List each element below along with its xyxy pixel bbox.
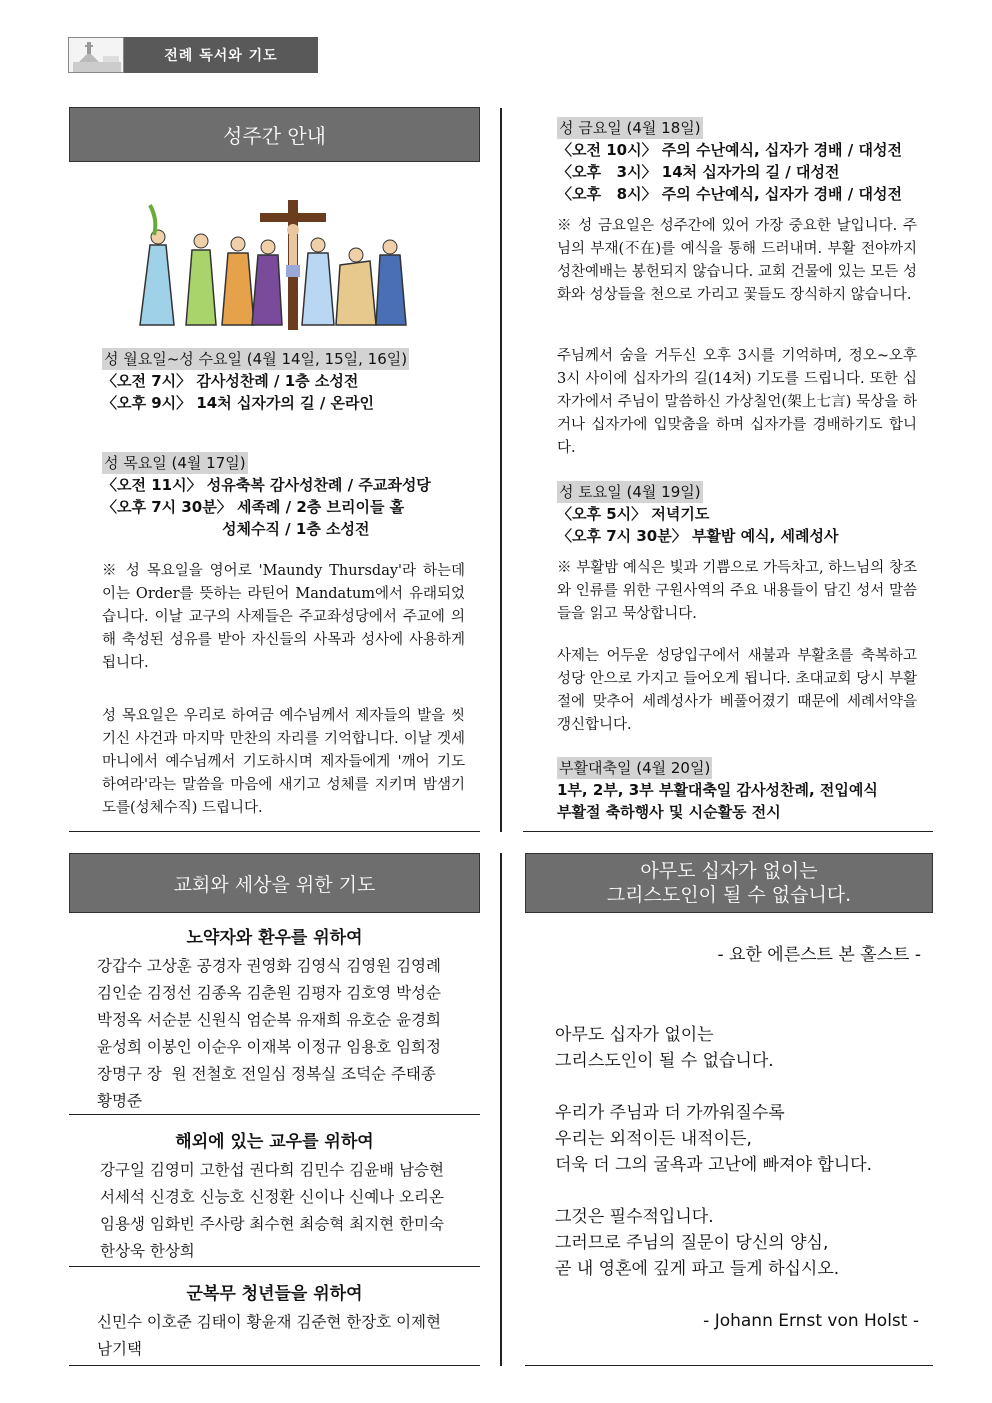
name-line: 김인순 김정선 김종옥 김춘원 김평자 김호영 박성순: [97, 984, 441, 1002]
divider: [525, 1365, 933, 1366]
name-line: 박정옥 서순분 신원식 엄순복 유재희 유호순 윤경희: [97, 1011, 441, 1029]
quote-title-line-1: 아무도 십자가 없이는: [640, 860, 818, 882]
holy-week-title: 성주간 안내: [69, 107, 480, 162]
friday-note-1: ※ 성 금요일은 성주간에 있어 가장 중요한 날입니다. 주님의 부재(不在)를 예식을 통해 드러내며. 부활 전야까지 성찬예배는 봉헌되지 않습니다. 교회 건물에 있는 모든 성화와 성상들을 천으로 가리고 꽃들도 장식하지 않습니다.: [557, 218, 917, 303]
quote-line: 아무도 십자가 없이는: [555, 1025, 714, 1045]
divider: [523, 831, 933, 832]
friday-date: 성 금요일 (4월 18일): [559, 119, 701, 137]
name-line: 장명구 장 원 전철호 전일심 정복실 조덕순 주태종: [97, 1065, 436, 1083]
easter-item-2: 부활절 축하행사 및 시순활동 전시: [557, 803, 781, 821]
thursday-note-2: 성 목요일은 우리로 하여금 예수님께서 제자들의 발을 씻기신 사건과 마지막 만찬의 자리를 기억합니다. 이날 겟세마니에서 예수님께서 기도하시며 제자들에게 '깨어 기도하여라'라는 말씀을 마음에 새기고 성체를 지키며 밤샘기도를(성체수직) 드립니다.: [102, 708, 465, 816]
quote-byline: - 요한 에른스트 본 홀스트 -: [717, 945, 921, 965]
prayer-title: 교회와 세상을 위한 기도: [69, 853, 480, 913]
easter-date: 부활대축일 (4월 20일): [559, 759, 711, 777]
friday-note-2: 주님께서 숨을 거두신 오후 3시를 기억하며, 정오~오후 3시 사이에 십자가의 길(14처) 기도를 드립니다. 또한 십자가에서 주님이 말씀하신 가상칠언(架上七言) 묵상을 하거나 십자가에 입맞춤을 하며 십자가를 경배하기도 합니다.: [557, 348, 917, 456]
name-line: 임용생 임화빈 주사랑 최수현 최승혁 최지현 한미숙: [100, 1215, 444, 1233]
holy-week-illustration: [130, 195, 420, 335]
friday-item-3: 〈오후 8시〉 주의 수난예식, 십자가 경배 / 대성전: [557, 185, 902, 203]
column-divider-top: [500, 108, 502, 832]
saturday-item-2: 〈오후 7시 30분〉 부활밤 예식, 세례성사: [557, 527, 839, 545]
mon-wed-item-1: 〈오전 7시〉 감사성찬례 / 1층 소성전: [102, 372, 359, 390]
quote-line: 더욱 더 그의 굴욕과 고난에 빠져야 합니다.: [555, 1155, 873, 1175]
quote-line: 곧 내 영혼에 깊게 파고 들게 하십시오.: [555, 1259, 840, 1279]
thursday-item-2: 〈오후 7시 30분〉 세족례 / 2층 브리이들 홀: [102, 498, 405, 516]
quote-title-line-2: 그리스도인이 될 수 없습니다.: [606, 884, 852, 906]
saturday-item-1: 〈오후 5시〉 저녁기도: [557, 505, 710, 523]
divider: [69, 1365, 480, 1366]
thursday-item-1: 〈오전 11시〉 성유축복 감사성찬례 / 주교좌성당: [102, 476, 431, 494]
prayer-group-heading: 군복무 청년들을 위하여: [186, 1284, 363, 1304]
saturday-note-1: ※ 부활밤 예식은 빛과 기쁨으로 가득차고, 하느님의 창조와 인류를 위한 구원사역의 주요 내용들이 담긴 성서 말씀들을 읽고 묵상합니다.: [557, 560, 917, 622]
quote-signature: - Johann Ernst von Holst -: [703, 1311, 919, 1331]
quote-line: [555, 1074, 925, 1100]
prayer-group-heading: 노약자와 환우를 위하여: [186, 928, 363, 948]
divider: [69, 1114, 480, 1115]
name-line: 강구일 김영미 고한섭 권다희 김민수 김윤배 남승현: [100, 1161, 444, 1179]
divider: [69, 1266, 480, 1267]
name-line: 한상욱 한상희: [100, 1242, 195, 1260]
mon-wed-item-2: 〈오후 9시〉 14처 십자가의 길 / 온라인: [102, 394, 375, 412]
header-tab: 전례 독서와 기도: [124, 37, 318, 73]
quote-line: 우리는 외적이든 내적이든,: [555, 1129, 752, 1149]
quote-title: [525, 853, 933, 913]
name-line: 서세석 신경호 신능호 신정환 신이나 신예나 오리온: [100, 1188, 444, 1206]
easter-item-1: 1부, 2부, 3부 부활대축일 감사성찬례, 전입예식: [557, 781, 878, 799]
name-line: 윤성희 이봉인 이순우 이재복 이정규 임용호 임희정: [97, 1038, 441, 1056]
divider: [69, 831, 480, 832]
mon-wed-date: 성 월요일~성 수요일 (4월 14일, 15일, 16일): [104, 350, 408, 368]
saturday-date: 성 토요일 (4월 19일): [559, 483, 701, 501]
church-icon: [68, 37, 124, 73]
quote-line: 우리가 주님과 더 가까워질수록: [555, 1103, 785, 1123]
quote-line: [555, 1178, 925, 1204]
friday-item-1: 〈오전 10시〉 주의 수난예식, 십자가 경배 / 대성전: [557, 141, 902, 159]
saturday-note-2: 사제는 어두운 성당입구에서 새불과 부활초를 축복하고 성당 안으로 가지고 들어오게 됩니다. 초대교회 당시 부활절에 맞추어 세례성사가 베풀어졌기 때문에 세례서약을 갱신합니다.: [557, 648, 917, 733]
column-divider-bottom: [500, 853, 502, 1366]
quote-line: 그리스도인이 될 수 없습니다.: [555, 1051, 774, 1071]
prayer-group-heading: 해외에 있는 교우를 위하여: [175, 1132, 374, 1152]
name-line: 강갑수 고상훈 공경자 권영화 김영식 김영원 김영례: [97, 957, 441, 975]
name-line: 황명준: [97, 1092, 142, 1110]
quote-line: 그러므로 주님의 질문이 당신의 양심,: [555, 1233, 829, 1253]
friday-item-2: 〈오후 3시〉 14처 십자가의 길 / 대성전: [557, 163, 840, 181]
name-line: 남기택: [97, 1340, 142, 1358]
name-line: 신민수 이호준 김태이 황윤재 김준현 한장호 이제현: [97, 1313, 441, 1331]
thursday-date: 성 목요일 (4월 17일): [104, 454, 246, 472]
thursday-item-3: 성체수직 / 1층 소성전: [222, 520, 370, 538]
thursday-note-1: ※ 성 목요일을 영어로 'Maundy Thursday'라 하는데 이는 Order를 뜻하는 라틴어 Mandatum에서 유래되었습니다. 이날 교구의 사제들은 주교좌성당에서 주교에 의해 축성된 성유를 받아 자신들의 사목과 성사에 사용하게 됩니다.: [102, 563, 465, 671]
quote-line: 그것은 필수적입니다.: [555, 1207, 714, 1227]
